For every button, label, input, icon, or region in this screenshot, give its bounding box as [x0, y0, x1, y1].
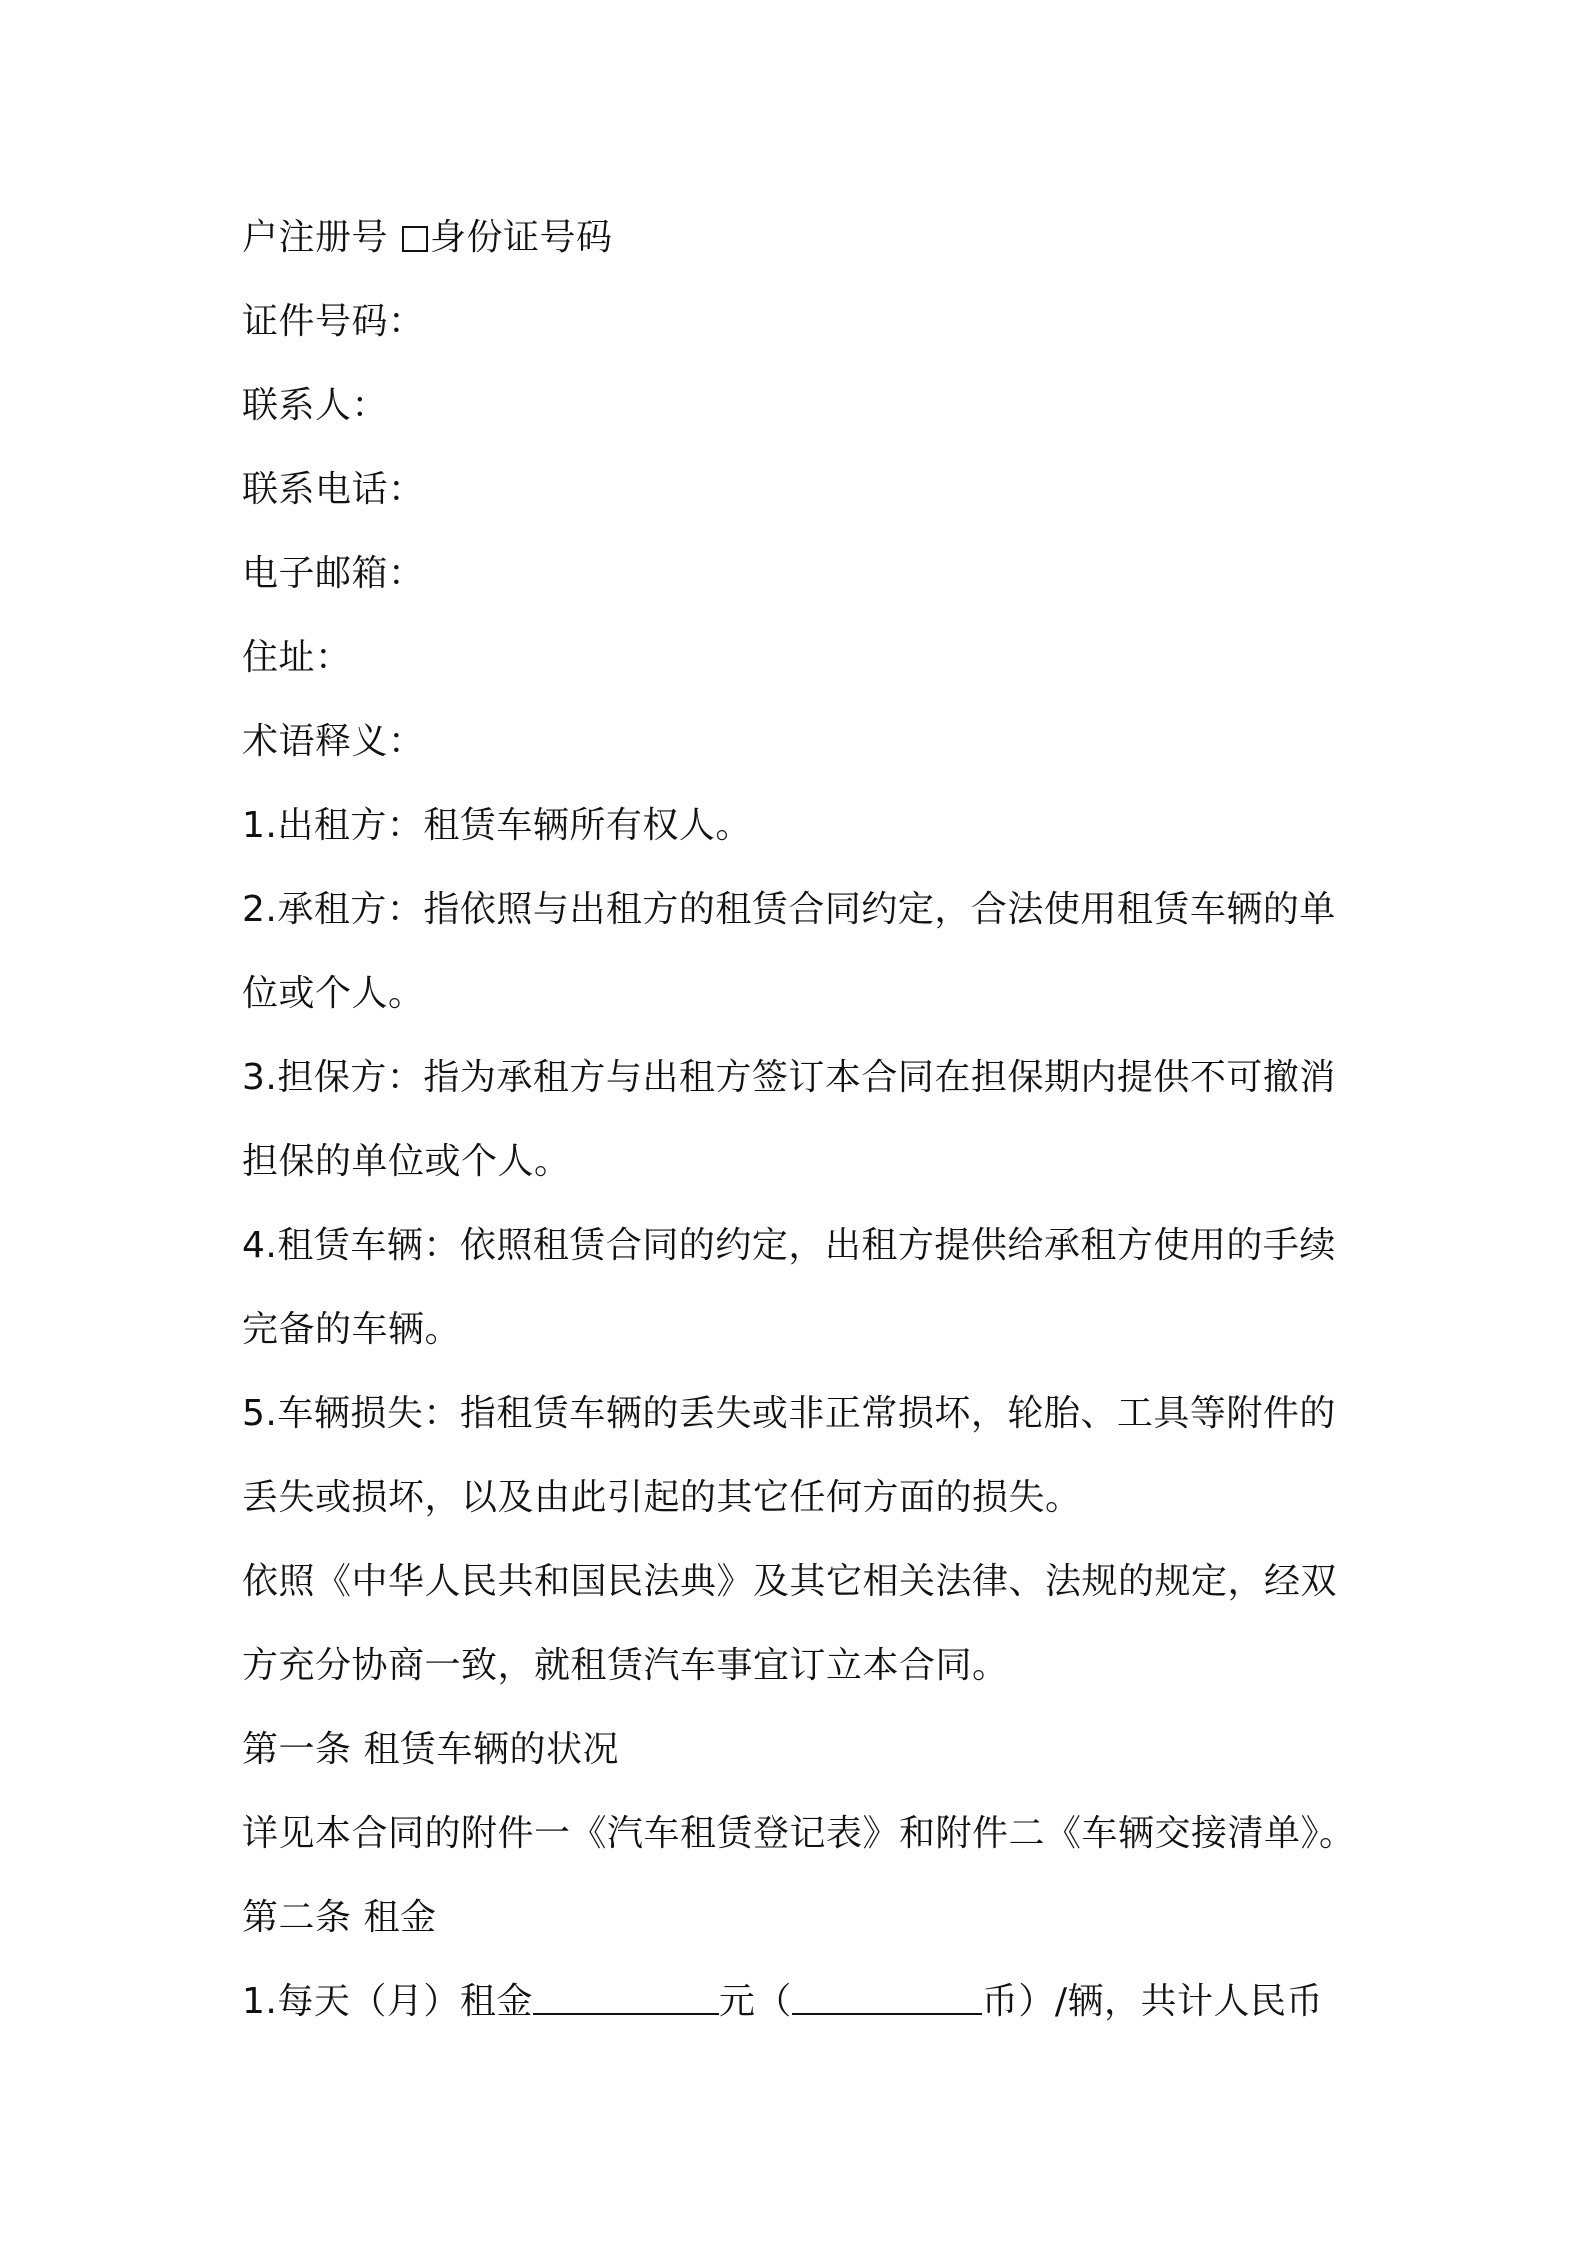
rent-unit-text: 元（ — [718, 1981, 792, 2022]
term-2-lessee-line-2: 位或个人。 — [242, 973, 425, 1014]
term-1-lessor: 1.出租方：租赁车辆所有权人。 — [242, 805, 752, 846]
id-card-checkbox[interactable] — [402, 226, 428, 252]
legal-basis-line-1: 依照《中华人民共和国民法典》及其它相关法律、法规的规定，经双 — [242, 1561, 1338, 1602]
id-card-number-option: 身份证号码 — [430, 217, 613, 258]
legal-basis-line-2: 方充分协商一致，就租赁汽车事宜订立本合同。 — [242, 1645, 1009, 1686]
term-5-loss-line-1: 5.车辆损失：指租赁车辆的丢失或非正常损坏，轮胎、工具等附件的 — [242, 1393, 1336, 1434]
contact-person-label: 联系人： — [242, 385, 389, 426]
article-2-heading: 第二条 租金 — [242, 1897, 437, 1938]
id-type-line — [242, 196, 1436, 280]
rent-amount-blank[interactable] — [533, 1985, 719, 2015]
address-label: 住址： — [242, 637, 352, 678]
email-label: 电子邮箱： — [242, 553, 425, 594]
currency-blank[interactable] — [792, 1985, 982, 2015]
rent-label: 1.每天（月）租金 — [242, 1981, 533, 2022]
term-3-guarantor-line-2: 担保的单位或个人。 — [242, 1141, 571, 1182]
contact-phone-label: 联系电话： — [242, 469, 425, 510]
article-1-body: 详见本合同的附件一《汽车租赁登记表》和附件二《车辆交接清单》。 — [242, 1813, 1356, 1854]
term-2-lessee-line-1: 2.承租方：指依照与出租方的租赁合同约定，合法使用租赁车辆的单 — [242, 889, 1336, 930]
id-number-label: 证件号码： — [242, 301, 425, 342]
article-1-heading: 第一条 租赁车辆的状况 — [242, 1729, 619, 1770]
rent-line — [242, 1960, 1436, 2044]
rent-total-text: 币）/辆，共计人民币 — [981, 1981, 1324, 2022]
term-4-vehicle-line-1: 4.租赁车辆：依照租赁合同的约定，出租方提供给承租方使用的手续 — [242, 1225, 1336, 1266]
term-4-vehicle-line-2: 完备的车辆。 — [242, 1309, 462, 1350]
registration-number-option: 户注册号 — [242, 217, 389, 258]
terms-heading: 术语释义： — [242, 721, 425, 762]
term-5-loss-line-2: 丢失或损坏，以及由此引起的其它任何方面的损失。 — [242, 1477, 1082, 1518]
term-3-guarantor-line-1: 3.担保方：指为承租方与出租方签订本合同在担保期内提供不可撤消 — [242, 1057, 1336, 1098]
